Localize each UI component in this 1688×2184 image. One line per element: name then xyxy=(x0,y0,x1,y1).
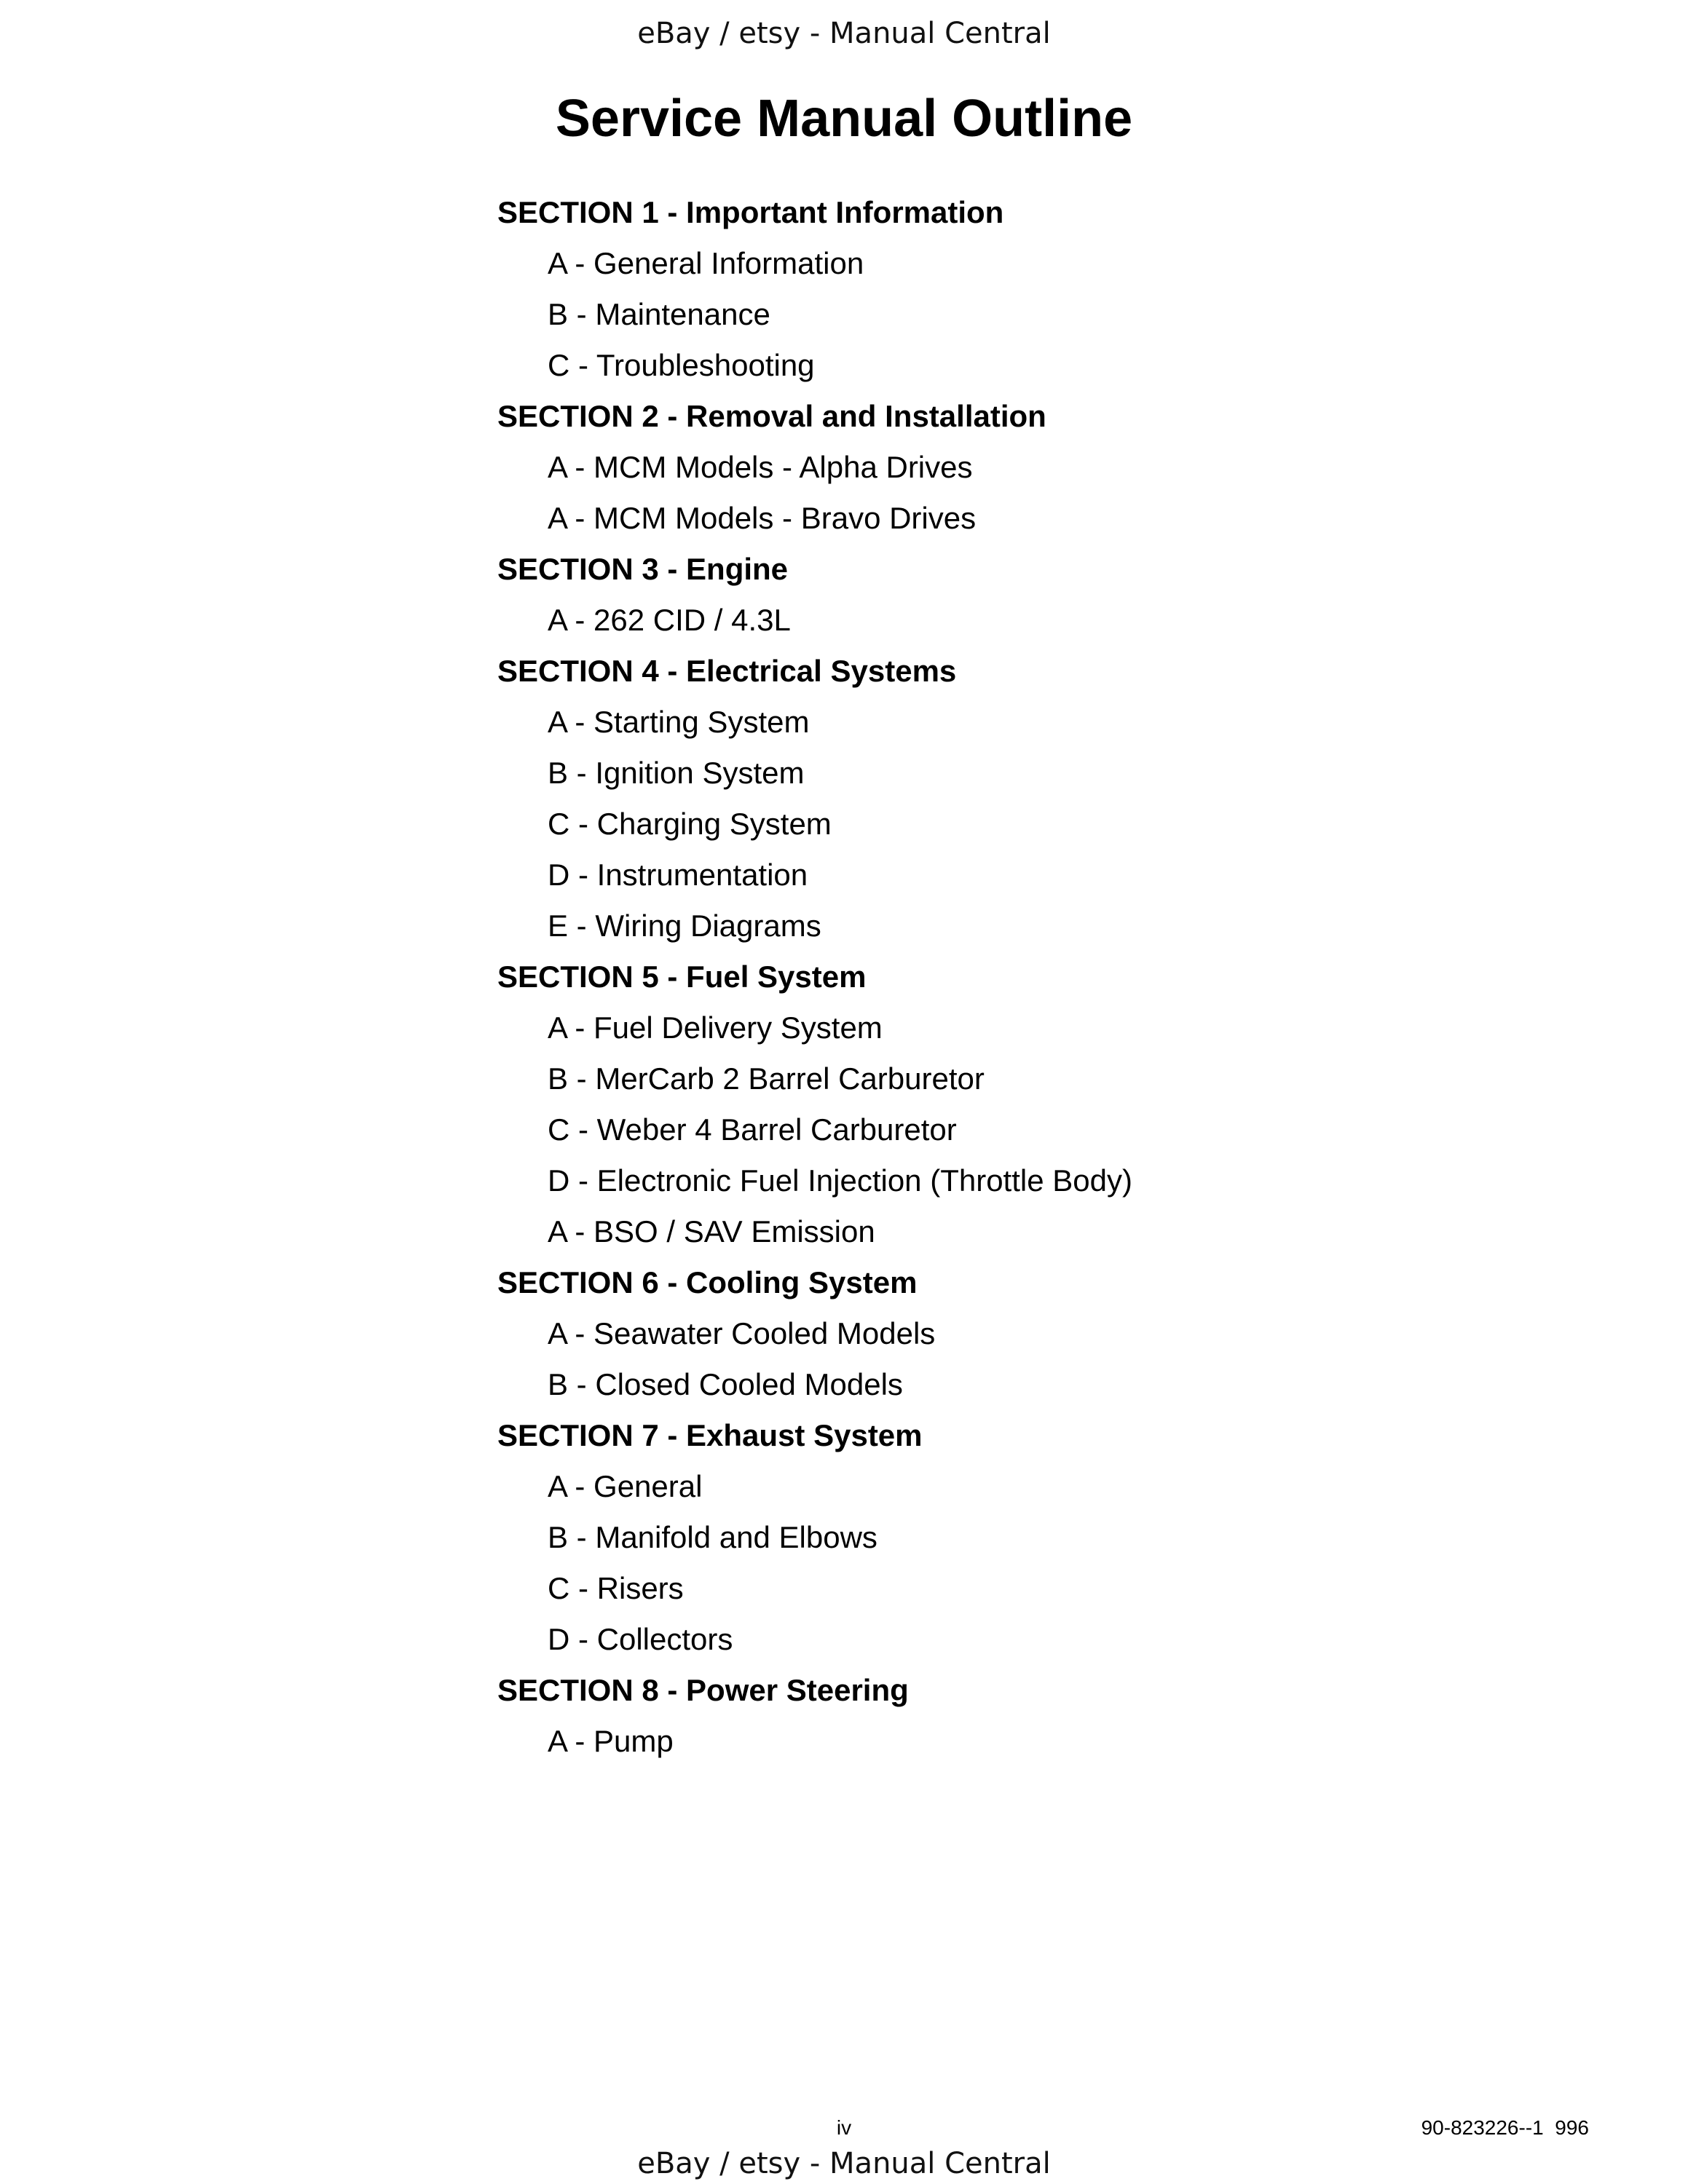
subsection-item: B - Ignition System xyxy=(548,756,805,790)
subsection-item: C - Charging System xyxy=(548,807,832,841)
subsection-item: A - 262 CID / 4.3L xyxy=(548,603,791,637)
page-title: Service Manual Outline xyxy=(555,90,1133,148)
subsection-item: D - Collectors xyxy=(548,1622,733,1656)
section-heading: SECTION 4 - Electrical Systems xyxy=(497,654,957,688)
subsection-item: E - Wiring Diagrams xyxy=(548,909,821,943)
subsection-item: D - Electronic Fuel Injection (Throttle Body) xyxy=(548,1163,1132,1198)
subsection-item: B - Manifold and Elbows xyxy=(548,1520,877,1554)
subsection-item: A - MCM Models - Bravo Drives xyxy=(548,501,977,535)
subsection-item: A - Seawater Cooled Models xyxy=(548,1316,936,1350)
subsection-item: A - Fuel Delivery System xyxy=(548,1010,883,1045)
section-heading: SECTION 7 - Exhaust System xyxy=(497,1418,923,1452)
watermark-top: eBay / etsy - Manual Central xyxy=(637,17,1051,50)
page-number: iv xyxy=(836,2116,852,2139)
section-heading: SECTION 2 - Removal and Installation xyxy=(497,399,1046,433)
outline-list xyxy=(497,191,1517,1770)
subsection-item: A - BSO / SAV Emission xyxy=(548,1214,875,1249)
subsection-item: A - General xyxy=(548,1469,703,1503)
subsection-item: A - Starting System xyxy=(548,705,810,739)
section-heading: SECTION 6 - Cooling System xyxy=(497,1265,918,1299)
subsection-item: C - Risers xyxy=(548,1571,684,1605)
document-code: 90-823226--1 996 xyxy=(1421,2116,1589,2139)
subsection-item: B - Closed Cooled Models xyxy=(548,1367,903,1401)
subsection-item: A - General Information xyxy=(548,246,864,280)
section-heading: SECTION 1 - Important Information xyxy=(497,195,1004,229)
subsection-item: B - MerCarb 2 Barrel Carburetor xyxy=(548,1061,985,1096)
subsection-item: C - Weber 4 Barrel Carburetor xyxy=(548,1112,957,1147)
subsection-item: D - Instrumentation xyxy=(548,858,808,892)
subsection-item: B - Maintenance xyxy=(548,297,770,331)
subsection-item: A - Pump xyxy=(548,1724,674,1758)
section-heading: SECTION 8 - Power Steering xyxy=(497,1673,909,1707)
section-heading: SECTION 5 - Fuel System xyxy=(497,960,867,994)
section-heading: SECTION 3 - Engine xyxy=(497,552,789,586)
subsection-item: A - MCM Models - Alpha Drives xyxy=(548,450,973,484)
watermark-bottom: eBay / etsy - Manual Central xyxy=(637,2147,1051,2180)
subsection-item: C - Troubleshooting xyxy=(548,348,815,382)
